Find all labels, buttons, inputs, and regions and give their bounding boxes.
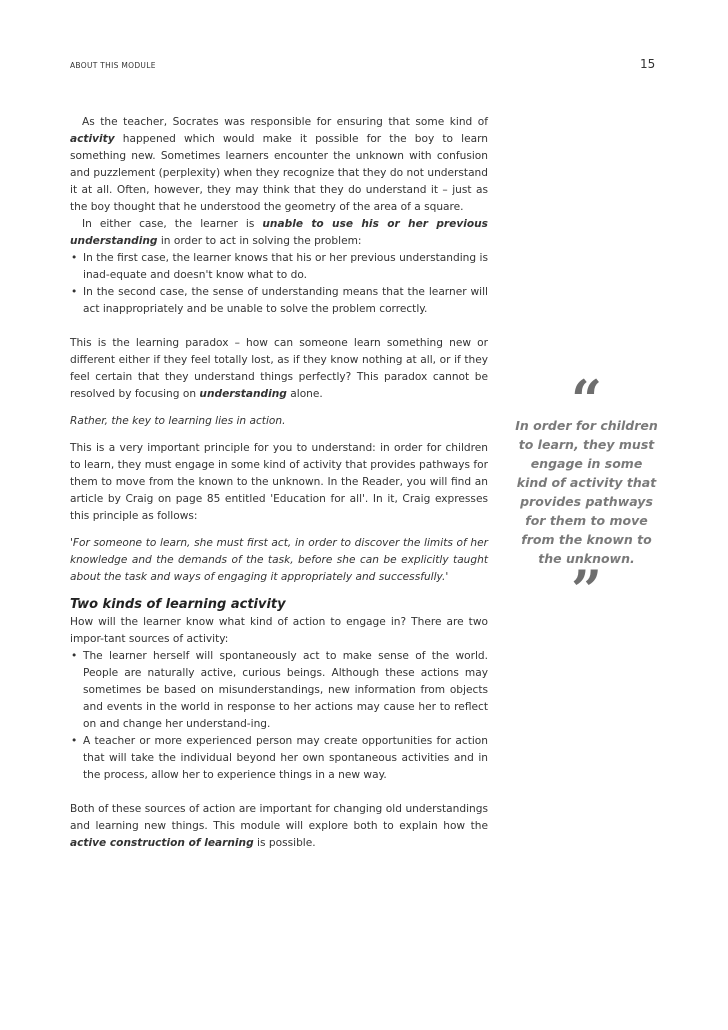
text-run: alone. xyxy=(286,388,323,400)
text-run: In either case, the learner is xyxy=(82,218,263,230)
section-heading: Two kinds of learning activity xyxy=(70,597,286,612)
bullet-list-cases xyxy=(70,250,488,318)
paragraph-principle: This is a very important principle for you to understand: in order for children to learn, they must engage in some kind of activity that provides pathways for them to move from the known to the unknown. In the Reader, you will find an article by Craig on page 85 entitled 'Education for all'. In it, Craig expresses this principle as follows: xyxy=(70,442,488,522)
craig-quotation: 'For someone to learn, she must first act, in order to discover the limits of her knowledge and the demands of the task, before she can be explicitly taught about the task and ways of engaging it appropriately and successfully.' xyxy=(70,537,488,583)
paragraph-conclusion xyxy=(70,801,488,852)
open-quote-icon: “ xyxy=(570,368,603,432)
main-text-column xyxy=(70,114,488,852)
paragraph-socrates xyxy=(70,114,488,216)
emphasis-run: unable to use his or her previous understanding xyxy=(70,218,488,247)
paragraph-learning-paradox xyxy=(70,335,488,403)
close-quote-icon: ” xyxy=(570,558,603,622)
text-run: Both of these sources of action are important for changing old understandings and learning new things. This module will explore both to explain how the xyxy=(70,803,488,832)
text-run: is possible. xyxy=(253,837,316,849)
bullet-list-sources xyxy=(70,648,488,784)
bullet-item: • The learner herself will spontaneously act to make sense of the world. People are naturally active, curious beings. Although these actions may sometimes be based on misunderstandings, new information from objects and events in the world in response to her actions may cause her to reflect on and change her understand-ing. xyxy=(70,648,488,733)
key-statement: Rather, the key to learning lies in action. xyxy=(70,415,286,427)
bullet-item: • In the first case, the learner knows that his or her previous understanding is inad-equate and doesn't know what to do. xyxy=(70,250,488,284)
text-run: in order to act in solving the problem: xyxy=(157,235,362,247)
pull-quote-text: In order for children to learn, they must engage in some kind of activity that provides pathways for them to move from the known to the unknown. xyxy=(515,418,658,566)
text-run: This is the learning paradox – how can someone learn something new or different either if they feel totally lost, as if they know nothing at all, or if they feel certain that they understand things perfectly? This paradox cannot be resolved by focusing on xyxy=(70,337,488,400)
text-run: happened which would make it possible for the boy to learn something new. Sometimes learners encounter the unknown with confusion and puzzlement (perplexity) when they recognize that they do not understand it at all. Often, however, they may think that they do understand it – just as the boy thought that he understood the geometry of the area of a square. xyxy=(70,133,488,213)
pull-quote xyxy=(514,368,659,622)
emphasis-run: understanding xyxy=(199,388,287,400)
paragraph-either-case xyxy=(70,216,488,250)
page-number: 15 xyxy=(640,57,656,71)
paragraph-sources-intro: How will the learner know what kind of action to engage in? There are two impor-tant sources of activity: xyxy=(70,616,488,645)
bullet-item: • A teacher or more experienced person may create opportunities for action that will take the individual beyond her own spontaneous activities and in the process, allow her to experience things in a new way. xyxy=(70,733,488,784)
text-run: As the teacher, Socrates was responsible for ensuring that some kind of xyxy=(82,116,488,128)
emphasis-run: activity xyxy=(70,133,115,145)
emphasis-run: active construction of learning xyxy=(70,837,254,849)
running-header: ABOUT THIS MODULE xyxy=(70,61,156,70)
bullet-item: • In the second case, the sense of understanding means that the learner will act inappropriately and be unable to solve the problem correctly. xyxy=(70,284,488,318)
